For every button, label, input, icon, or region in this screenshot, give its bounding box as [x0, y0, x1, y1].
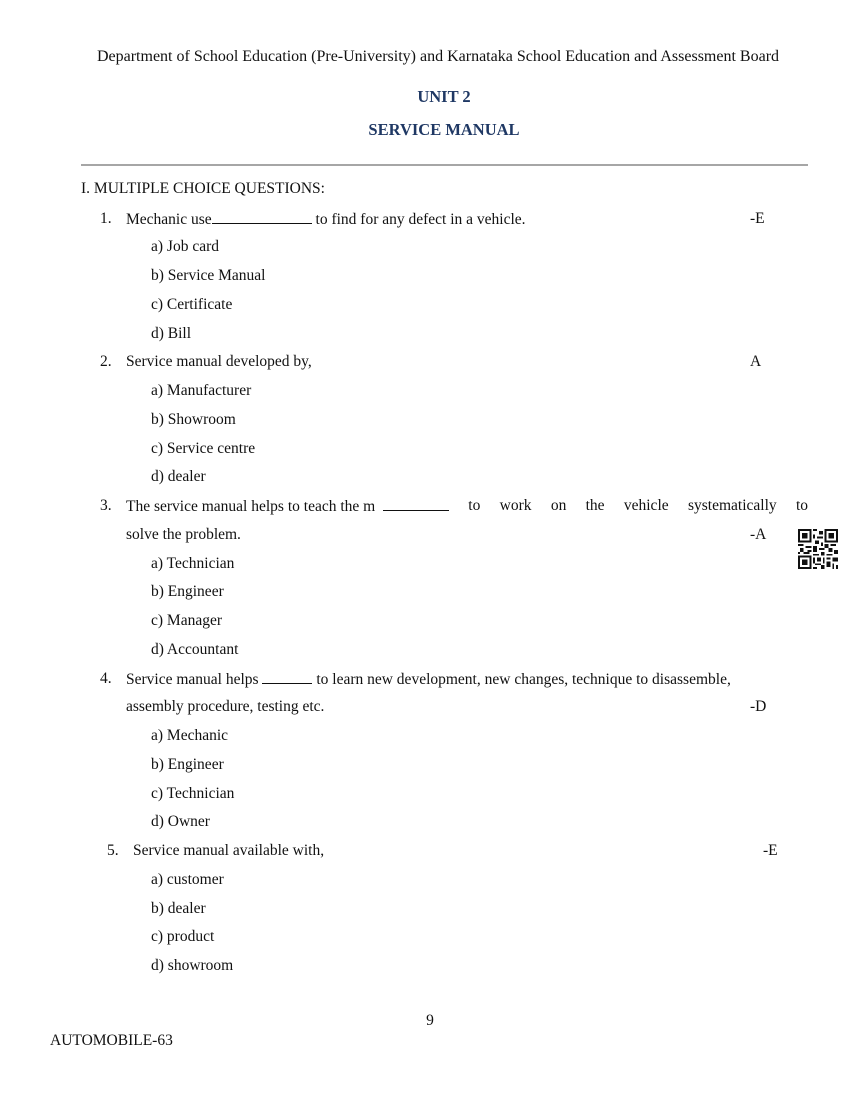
question-number: 4. — [100, 670, 112, 687]
question-text: Service manual available with, — [133, 842, 325, 859]
option: d) Bill — [151, 325, 192, 342]
answer-key: -E — [750, 210, 765, 227]
option: d) Owner — [151, 813, 210, 830]
option: c) Service centre — [151, 440, 256, 457]
question-word-group: The service manual helps to teach the m — [126, 496, 449, 517]
answer-key: -A — [750, 526, 767, 543]
option: c) Certificate — [151, 296, 233, 313]
question-text — [126, 209, 526, 230]
question-number: 5. — [107, 842, 119, 859]
answer-key: -D — [750, 698, 767, 715]
page-title: SERVICE MANUAL — [368, 120, 520, 139]
option: b) dealer — [151, 900, 206, 917]
answer-blank — [262, 669, 312, 684]
option: a) Manufacturer — [151, 382, 252, 399]
qr-code-icon[interactable] — [798, 529, 838, 569]
option: b) Showroom — [151, 411, 236, 428]
question-text: Service manual helps to learn new development, new changes, technique to disassemble, — [126, 671, 731, 688]
question-word: the — [585, 497, 605, 514]
department-header: Department of School Education (Pre-University) and Karnataka School Education and Assessment Board — [96, 48, 780, 65]
question-text: Service manual developed by, — [126, 353, 312, 370]
section-heading: I. MULTIPLE CHOICE QUESTIONS: — [81, 180, 325, 197]
unit-title: UNIT 2 — [417, 87, 471, 106]
footer-code: AUTOMOBILE-63 — [50, 1032, 173, 1049]
option: a) Mechanic — [151, 727, 229, 744]
horizontal-divider — [81, 164, 808, 166]
answer-blank — [212, 209, 312, 224]
question-text — [126, 496, 808, 517]
option: b) Engineer — [151, 583, 224, 600]
option: b) Engineer — [151, 756, 224, 773]
option: d) Accountant — [151, 641, 239, 658]
answer-key: A — [750, 353, 762, 370]
question-word: work — [499, 497, 532, 514]
option: a) customer — [151, 871, 224, 888]
option: a) Technician — [151, 555, 235, 572]
option: a) Job card — [151, 238, 219, 255]
option: b) Service Manual — [151, 267, 266, 284]
question-number: 2. — [100, 353, 112, 370]
question-word: to — [468, 497, 481, 514]
option: c) Manager — [151, 612, 222, 629]
question-word: systematically — [687, 497, 777, 514]
question-number: 1. — [100, 210, 112, 227]
answer-key: -E — [763, 842, 778, 859]
page-number: 9 — [426, 1012, 434, 1029]
option: c) product — [151, 928, 215, 945]
question-word: to — [795, 497, 808, 514]
question-text-before: Mechanic use — [126, 211, 212, 228]
question-text-after: to find for any defect in a vehicle. — [311, 211, 526, 228]
answer-blank — [383, 496, 449, 511]
question-word: vehicle — [623, 497, 669, 514]
question-text-continued: solve the problem. — [126, 526, 241, 543]
option: c) Technician — [151, 785, 235, 802]
question-text-continued: assembly procedure, testing etc. — [126, 698, 325, 715]
option: d) dealer — [151, 468, 206, 485]
question-word: on — [550, 497, 567, 514]
option: d) showroom — [151, 957, 234, 974]
question-number: 3. — [100, 497, 112, 514]
